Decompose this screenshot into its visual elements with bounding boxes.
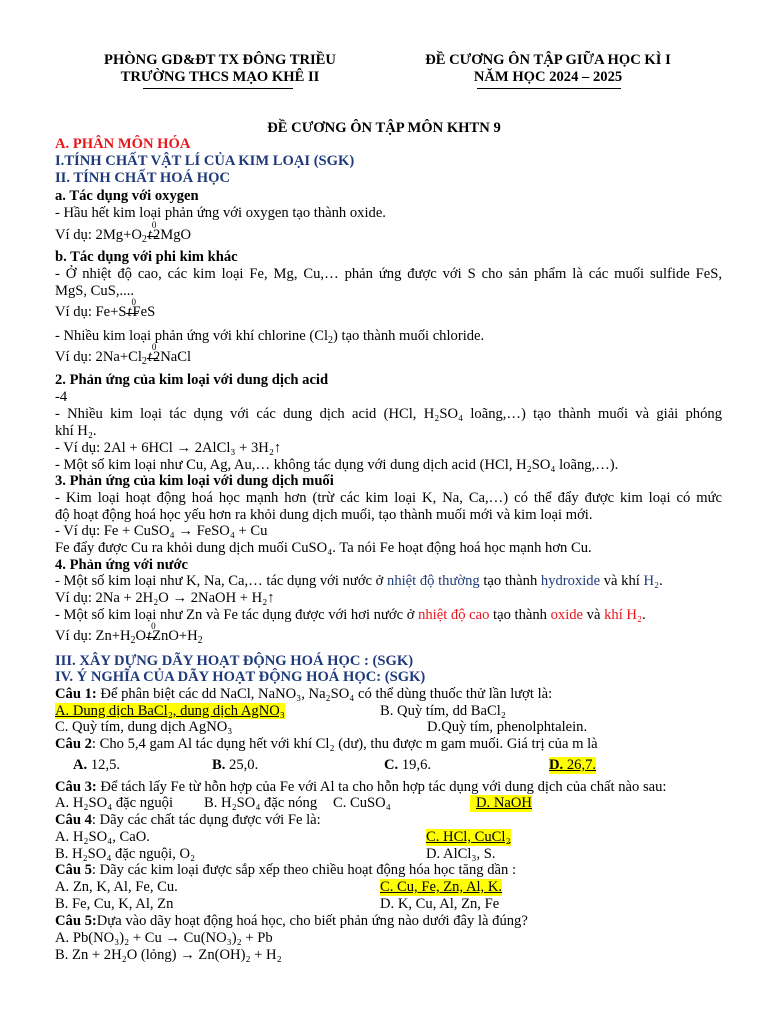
reaction-arrow-icon: t 0 <box>147 342 157 365</box>
question-1: Câu 1: Để phân biệt các dd NaCl, NaNO₃, Na₂SO₄ có thể dùng thuốc thử lần lượt là: <box>55 686 553 702</box>
example-2: - Ví dụ: 2Al + 6HCl → 2AlCl₃ + 3H₂↑ <box>55 440 282 456</box>
q2-option-d[interactable]: D. 26,7. <box>549 757 597 773</box>
question-6: Câu 5:Dựa vào dãy hoạt động hoá học, cho biết phản ứng nào dưới đây là đúng? <box>55 913 528 929</box>
question-5-options-row2 <box>55 896 722 913</box>
question-5: Câu 5: Dãy các kim loại được sắp xếp theo chiều hoạt động hóa học tăng dần : <box>55 862 517 878</box>
question-4-options-row1 <box>55 829 722 846</box>
header-right-underline <box>477 88 621 89</box>
q4-option-c[interactable]: C. HCl, CuCl₂ <box>426 829 511 845</box>
example-4a: Ví dụ: 2Na + 2H₂O → 2NaOH + H₂↑ <box>55 590 275 606</box>
q2-option-c[interactable]: C. 19,6. <box>384 757 432 773</box>
q3-option-b[interactable]: B. H₂SO₄ đặc nóng <box>204 795 318 811</box>
question-5-options-row1 <box>55 879 722 896</box>
q4-option-a[interactable]: A. H₂SO₄, CaO. <box>55 829 150 845</box>
example-a: Ví dụ: $2Mg+O_2t$ 0 2MgO <box>55 220 192 245</box>
question-2: Câu 2: Cho 5,4 gam Al tác dụng hết với khí Cl₂ (dư), thu được m gam muối. Giá trị của m là <box>55 736 598 752</box>
paragraph-3-line2: độ hoạt động hoá học yếu hơn ra khỏi dung dịch muối, tạo thành muối mới và kim loại mới. <box>55 507 593 523</box>
q1-option-a[interactable]: A. Dung dịch BaCl₂, dung dịch AgNO₃ <box>55 703 285 719</box>
paragraph-b-line1: - Ở nhiệt độ cao, các kim loại Fe, Mg, Cu,… phản ứng được với S cho sản phẩm là các muối sulfide FeS, <box>55 266 722 282</box>
q5-option-c[interactable]: C. Cu, Fe, Zn, Al, K. <box>380 879 503 895</box>
school-year: NĂM HỌC 2024 – 2025 <box>473 69 623 85</box>
q3-option-a[interactable]: A. H₂SO₄ đặc nguội <box>55 795 173 811</box>
example-b2: Ví dụ: $2Na+Cl_2t$ 0 2NaCl <box>55 342 192 367</box>
subheading-3: 3. Phản ứng của kim loại với dung dịch muối <box>55 473 334 489</box>
section-3-heading: III. XÂY DỰNG DÃY HOẠT ĐỘNG HOÁ HỌC : (SGK) <box>55 653 414 669</box>
question-3-options <box>55 795 722 812</box>
q2-option-a[interactable]: A. 12,5. <box>73 757 121 773</box>
q3-option-d[interactable]: D. NaOH <box>470 795 532 812</box>
question-1-options-row2 <box>55 719 722 736</box>
example-b: Ví dụ: Fe+St 0 FeS <box>55 297 156 320</box>
paragraph-2-line1: - Nhiều kim loại tác dụng với các dung dịch acid (HCl, H₂SO₄ loãng,…) tạo thành muối và giải phóng <box>55 406 722 422</box>
q6-option-a[interactable]: A. Pb(NO₃)₂ + Cu → Cu(NO₃)₂ + Pb <box>55 930 273 946</box>
section-2-heading: II. TÍNH CHẤT HOÁ HỌC <box>55 170 231 186</box>
paragraph-b-line2: MgS, CuS,.... <box>55 283 135 299</box>
paragraph-4-line1: - Một số kim loại như K, Na, Ca,… tác dụng với nước ở nhiệt độ thường tạo thành hydroxide và khí H₂. <box>55 573 663 589</box>
paragraph-b-line3: - Nhiều kim loại phản ứng với khí chlorine $(Cl_2)$ tạo thành muối chloride. <box>55 328 485 346</box>
q6-option-b[interactable]: B. Zn + 2H₂O (lỏng) → Zn(OH)₂ + H₂ <box>55 947 282 963</box>
paragraph-2-line3: - Một số kim loại như Cu, Ag, Au,… không tác dụng với dung dịch acid (HCl, H₂SO₄ loãng,…). <box>55 457 619 473</box>
paragraph-4-line2: - Một số kim loại như Zn và Fe tác dụng được với hơi nước ở nhiệt độ cao tạo thành oxide và khí H₂. <box>55 607 646 623</box>
q2-option-b[interactable]: B. 25,0. <box>212 757 259 773</box>
reaction-arrow-icon: t 0 <box>147 220 157 243</box>
q1-option-c[interactable]: C. Quỳ tím, dung dịch AgNO₃ <box>55 719 233 735</box>
paragraph-3-line3: Fe đẩy được Cu ra khỏi dung dịch muối CuSO₄. Ta nói Fe hoạt động hoá học mạnh hơn Cu. <box>55 540 592 556</box>
reaction-arrow-icon: t 0 <box>127 297 136 320</box>
example-3: - Ví dụ: Fe + CuSO₄ → FeSO₄ + Cu <box>55 523 268 539</box>
subheading-a: a. Tác dụng với oxygen <box>55 188 199 204</box>
subheading-b: b. Tác dụng với phi kim khác <box>55 249 238 265</box>
subheading-2: 2. Phản ứng của kim loại với dung dịch acid <box>55 372 329 388</box>
paragraph-3-line1: - Kim loại hoạt động hoá học mạnh hơn (trừ các kim loại K, Na, Ca,…) có thể đẩy được kim loại có mức <box>55 490 722 506</box>
section-4-heading: IV. Ý NGHĨA CỦA DÃY HOẠT ĐỘNG HOÁ HỌC: (SGK) <box>55 669 426 685</box>
header-left-underline <box>143 88 293 89</box>
page-title: ĐỀ CƯƠNG ÔN TẬP MÔN KHTN 9 <box>267 120 501 136</box>
q4-option-d[interactable]: D. AlCl₃, S. <box>426 846 496 862</box>
paragraph-a: - Hầu hết kim loại phản ứng với oxygen tạo thành oxide. <box>55 205 386 221</box>
school-name: TRƯỜNG THCS MẠO KHÊ II <box>120 69 320 85</box>
example-4b: Ví dụ: $Zn+H_2Ot$ 0 $ZnO+H_2$ <box>55 621 203 646</box>
section-a-heading: A. PHÂN MÔN HÓA <box>55 136 191 152</box>
q4-option-b[interactable]: B. H₂SO₄ đặc nguội, O₂ <box>55 846 196 862</box>
q5-option-d[interactable]: D. K, Cu, Al, Zn, Fe <box>380 896 500 912</box>
q1-option-b[interactable]: B. Quỳ tím, dd BaCl₂ <box>380 703 506 719</box>
question-1-options-row1 <box>55 703 722 720</box>
question-4: Câu 4: Dãy các chất tác dụng được với Fe là: <box>55 812 321 828</box>
subheading-4: 4. Phản ứng với nước <box>55 557 189 573</box>
question-3: Câu 3: Để tách lấy Fe từ hỗn hợp của Fe với Al ta cho hỗn hợp tác dụng với dung dịch của chất nào sau: <box>55 779 667 795</box>
q5-option-a[interactable]: A. Zn, K, Al, Fe, Cu. <box>55 879 178 895</box>
reaction-arrow-icon: t 0 <box>147 621 156 644</box>
paragraph-2-line2: khí H₂. <box>55 423 97 439</box>
q3-option-c[interactable]: C. CuSO₄ <box>333 795 391 811</box>
school-department: PHÒNG GD&ĐT TX ĐÔNG TRIỀU <box>104 52 336 68</box>
question-4-options-row2 <box>55 846 722 863</box>
q5-option-b[interactable]: B. Fe, Cu, K, Al, Zn <box>55 896 174 912</box>
stray-text: -4 <box>55 389 68 405</box>
exam-title: ĐỀ CƯƠNG ÔN TẬP GIỮA HỌC KÌ I <box>425 52 671 68</box>
q1-option-d[interactable]: D.Quỳ tím, phenolphtalein. <box>427 719 588 735</box>
section-1-heading: I.TÍNH CHẤT VẬT LÍ CỦA KIM LOẠI (SGK) <box>55 153 355 169</box>
